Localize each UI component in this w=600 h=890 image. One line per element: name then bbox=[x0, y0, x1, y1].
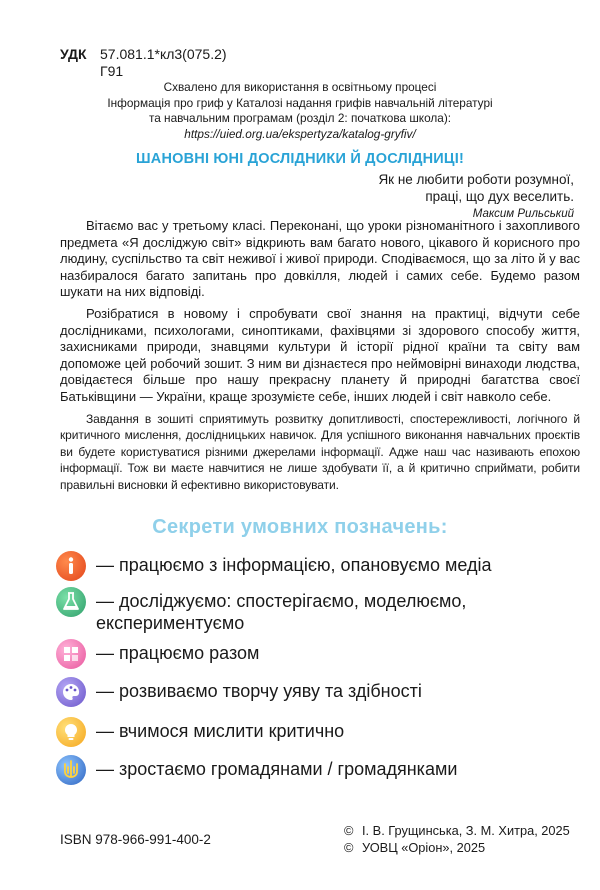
udk-label: УДК bbox=[60, 46, 87, 62]
legend-text-research: — досліджуємо: спостерігаємо, моделюємо, експериментуємо bbox=[96, 591, 467, 633]
epigraph bbox=[378, 171, 574, 223]
intro-paragraph-2: Розібратися в новому і спробувати свої знання на практиці, відчути себе дослідниками, психологами, синоптиками, фахівцями зі здорового способу життя, захисниками природи, знавцями культури й історії рідної країни та світу вам допоможе цей робочий зошит. З ним ви дізнаєтеся про неймовірні винаходи людства, довідаєтеся більше про нашу прекрасну планету й природні багатства своєї Батьківщини — України, краще зрозумієте себе, інших людей і світ навколо себе. bbox=[60, 305, 580, 404]
copyright-symbol: © bbox=[344, 823, 354, 838]
intro-paragraph-3: Завдання в зошиті сприятимуть розвитку допитливості, спостережливості, логічного й критичного мислення, дослідницьких навичок. Для успішного виконання навчальних проєктів ви будете користуватися різними джерелами інформації. Адже наш час називають епохою інформації. Тож ви маєте навчитися не лише здобувати її, а й критично сприймати, робити правильні висновки й ефективно використовувати. bbox=[60, 411, 580, 492]
legend-item-info bbox=[56, 554, 556, 581]
legend-title: Секрети умовних позначень: bbox=[152, 516, 448, 538]
legend-item-critical bbox=[56, 720, 556, 747]
flask-icon bbox=[56, 587, 86, 617]
copyright-publisher: УОВЦ «Оріон», 2025 bbox=[362, 840, 486, 855]
lightbulb-icon bbox=[56, 717, 86, 747]
udk-block bbox=[60, 46, 227, 80]
legend-text-citizenship: — зростаємо громадянами / громадянками bbox=[96, 759, 458, 779]
approval-line-1: Схвалено для використання в освітньому процесі bbox=[163, 80, 437, 94]
udk-index: Г91 bbox=[100, 63, 124, 79]
intro-text bbox=[60, 218, 580, 499]
copyright-symbol: © bbox=[344, 840, 354, 855]
epigraph-line-1: Як не любити роботи розумної, bbox=[378, 172, 574, 187]
approval-line-2: Інформація про гриф у Каталозі надання грифів навчальній літературі bbox=[107, 95, 493, 110]
legend-text-info: — працюємо з інформацією, опановуємо медіа bbox=[96, 555, 492, 575]
epigraph-line-2: праці, що дух веселить. bbox=[425, 189, 574, 204]
legend-item-research bbox=[56, 590, 556, 634]
info-icon bbox=[56, 551, 86, 581]
legend-item-creativity bbox=[56, 680, 556, 707]
udk-code: 57.081.1*кл3(075.2) bbox=[100, 46, 227, 62]
copyright-authors: І. В. Грущинська, З. М. Хитра, 2025 bbox=[362, 823, 570, 838]
legend-text-creativity: — розвиваємо творчу уяву та здібності bbox=[96, 681, 422, 701]
legend-item-citizenship bbox=[56, 758, 556, 785]
catalog-link[interactable]: https://uied.org.ua/ekspertyza/katalog-gryfiv/ bbox=[184, 126, 416, 141]
copyright-block bbox=[344, 822, 570, 856]
legend-text-critical: — вчимося мислити критично bbox=[96, 721, 345, 741]
intro-paragraph-1: Вітаємо вас у третьому класі. Переконані, що уроки різноманітного і захопливого предмета «Я досліджую світ» відкриють вам багато нового, цікавого й корисного про людину, суспільство та світ неживої і живої природи. Сподіваємося, що за літо й у вас назбиралося багато запитань про довкілля, людей і самих себе. Будемо разом шукати на них відповіді. bbox=[60, 218, 580, 300]
paint-palette-icon bbox=[56, 677, 86, 707]
approval-notice bbox=[60, 80, 540, 142]
greeting-heading: ШАНОВНІ ЮНІ ДОСЛІДНИКИ Й ДОСЛІДНИЦІ! bbox=[136, 151, 464, 167]
puzzle-icon bbox=[56, 639, 86, 669]
legend-item-teamwork bbox=[56, 642, 556, 669]
epigraph-author: Максим Рильський bbox=[472, 208, 574, 220]
isbn: ISBN 978-966-991-400-2 bbox=[60, 832, 211, 847]
trident-icon bbox=[56, 755, 86, 785]
legend-text-teamwork: — працюємо разом bbox=[96, 643, 260, 663]
approval-line-3: та навчальним програмам (розділ 2: початкова школа): bbox=[148, 111, 452, 125]
